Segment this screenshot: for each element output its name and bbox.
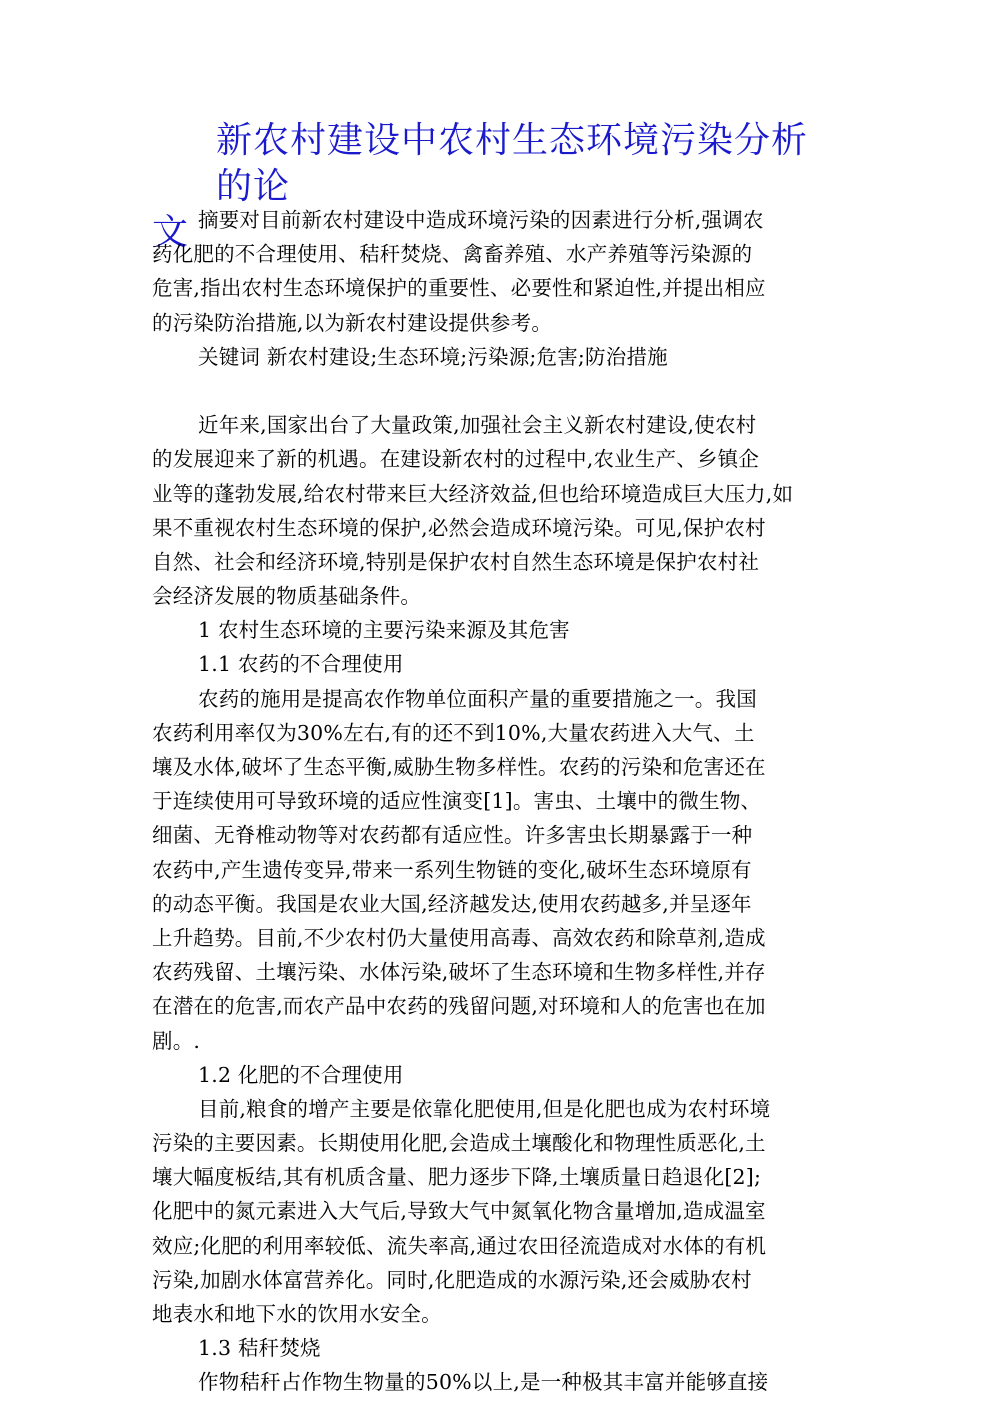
text-line: 危害,指出农村生态环境保护的重要性、必要性和紧迫性,并提出相应 — [152, 276, 766, 301]
text-line: 化肥中的氮元素进入大气后,导致大气中氮氧化物含量增加,造成温室 — [152, 1199, 766, 1224]
text-line: 效应;化肥的利用率较低、流失率高,通过农田径流造成对水体的有机 — [152, 1233, 767, 1258]
text-line: 污染,加剧水体富营养化。同时,化肥造成的水源污染,还会威胁农村 — [152, 1267, 752, 1292]
text-line: 关键词 新农村建设;生态环境;污染源;危害;防治措施 — [198, 344, 668, 369]
text-line: 细菌、无脊椎动物等对农药都有适应性。许多害虫长期暴露于一种 — [152, 823, 753, 848]
text-line: 的发展迎来了新的机遇。在建设新农村的过程中,农业生产、乡镇企 — [152, 447, 760, 472]
text-line: 地表水和地下水的饮用水安全。 — [152, 1302, 442, 1326]
text-line: 目前,粮食的增产主要是依靠化肥使用,但是化肥也成为农村环境 — [198, 1096, 771, 1121]
text-line: 农药中,产生遗传变异,带来一系列生物链的变化,破坏生态环境原有 — [152, 857, 752, 882]
text-line: 上升趋势。目前,不少农村仍大量使用高毒、高效农药和除草剂,造成 — [152, 925, 766, 950]
text-line: 1.2 化肥的不合理使用 — [198, 1062, 404, 1087]
text-line: 剧。. — [152, 1028, 201, 1053]
text-line: 药化肥的不合理使用、秸秆焚烧、禽畜养殖、水产养殖等污染源的 — [152, 242, 753, 267]
title-line-1: 新农村建设中农村生态环境污染分析的论 — [216, 120, 809, 207]
text-line: 壤及水体,破坏了生态平衡,威胁生物多样性。农药的污染和危害还在 — [152, 755, 766, 779]
text-line: 1.3 秸秆焚烧 — [198, 1336, 321, 1361]
text-line: 作物秸秆占作物生物量的50%以上,是一种极其丰富并能够直接 — [198, 1370, 769, 1395]
text-line: 的动态平衡。我国是农业大国,经济越发达,使用农药越多,并呈逐年 — [152, 891, 752, 916]
text-line: 近年来,国家出台了大量政策,加强社会主义新农村建设,使农村 — [198, 413, 757, 438]
title-line-2: 文 — [152, 212, 190, 253]
blank-line — [152, 374, 872, 408]
text-line: 的污染防治措施,以为新农村建设提供参考。 — [152, 310, 553, 335]
text-line: 果不重视农村生态环境的保护,必然会造成环境污染。可见,保护农村 — [152, 515, 766, 540]
text-line: 会经济发展的物质基础条件。 — [152, 584, 422, 609]
text-line: 污染的主要因素。长期使用化肥,会造成土壤酸化和物理性质恶化,土 — [152, 1131, 766, 1156]
text-line: 农药的施用是提高农作物单位面积产量的重要措施之一。我国 — [198, 686, 757, 711]
text-line: 自然、社会和经济环境,特别是保护农村自然生态环境是保护农村社 — [152, 549, 760, 574]
text-line: 壤大幅度板结,其有机质含量、肥力逐步下降,土壤质量日趋退化[2]; — [152, 1165, 762, 1190]
text-line: 摘要对目前新农村建设中造成环境污染的因素进行分析,强调农 — [198, 208, 764, 232]
text-line: 于连续使用可导致环境的适应性演变[1]。害虫、土壤中的微生物、 — [152, 789, 762, 814]
text-line: 农药利用率仅为30%左右,有的还不到10%,大量农药进入大气、土 — [152, 720, 755, 745]
text-line: 业等的蓬勃发展,给农村带来巨大经济效益,但也给环境造成巨大压力,如 — [152, 481, 794, 506]
text-line: 农药残留、土壤污染、水体污染,破坏了生态环境和生物多样性,并存 — [152, 960, 766, 985]
text-line: 1 农村生态环境的主要污染来源及其危害 — [198, 618, 570, 643]
document-body — [152, 203, 872, 1400]
text-line: 1.1 农药的不合理使用 — [198, 652, 404, 677]
text-line: 在潜在的危害,而农产品中农药的残留问题,对环境和人的危害也在加 — [152, 994, 766, 1019]
